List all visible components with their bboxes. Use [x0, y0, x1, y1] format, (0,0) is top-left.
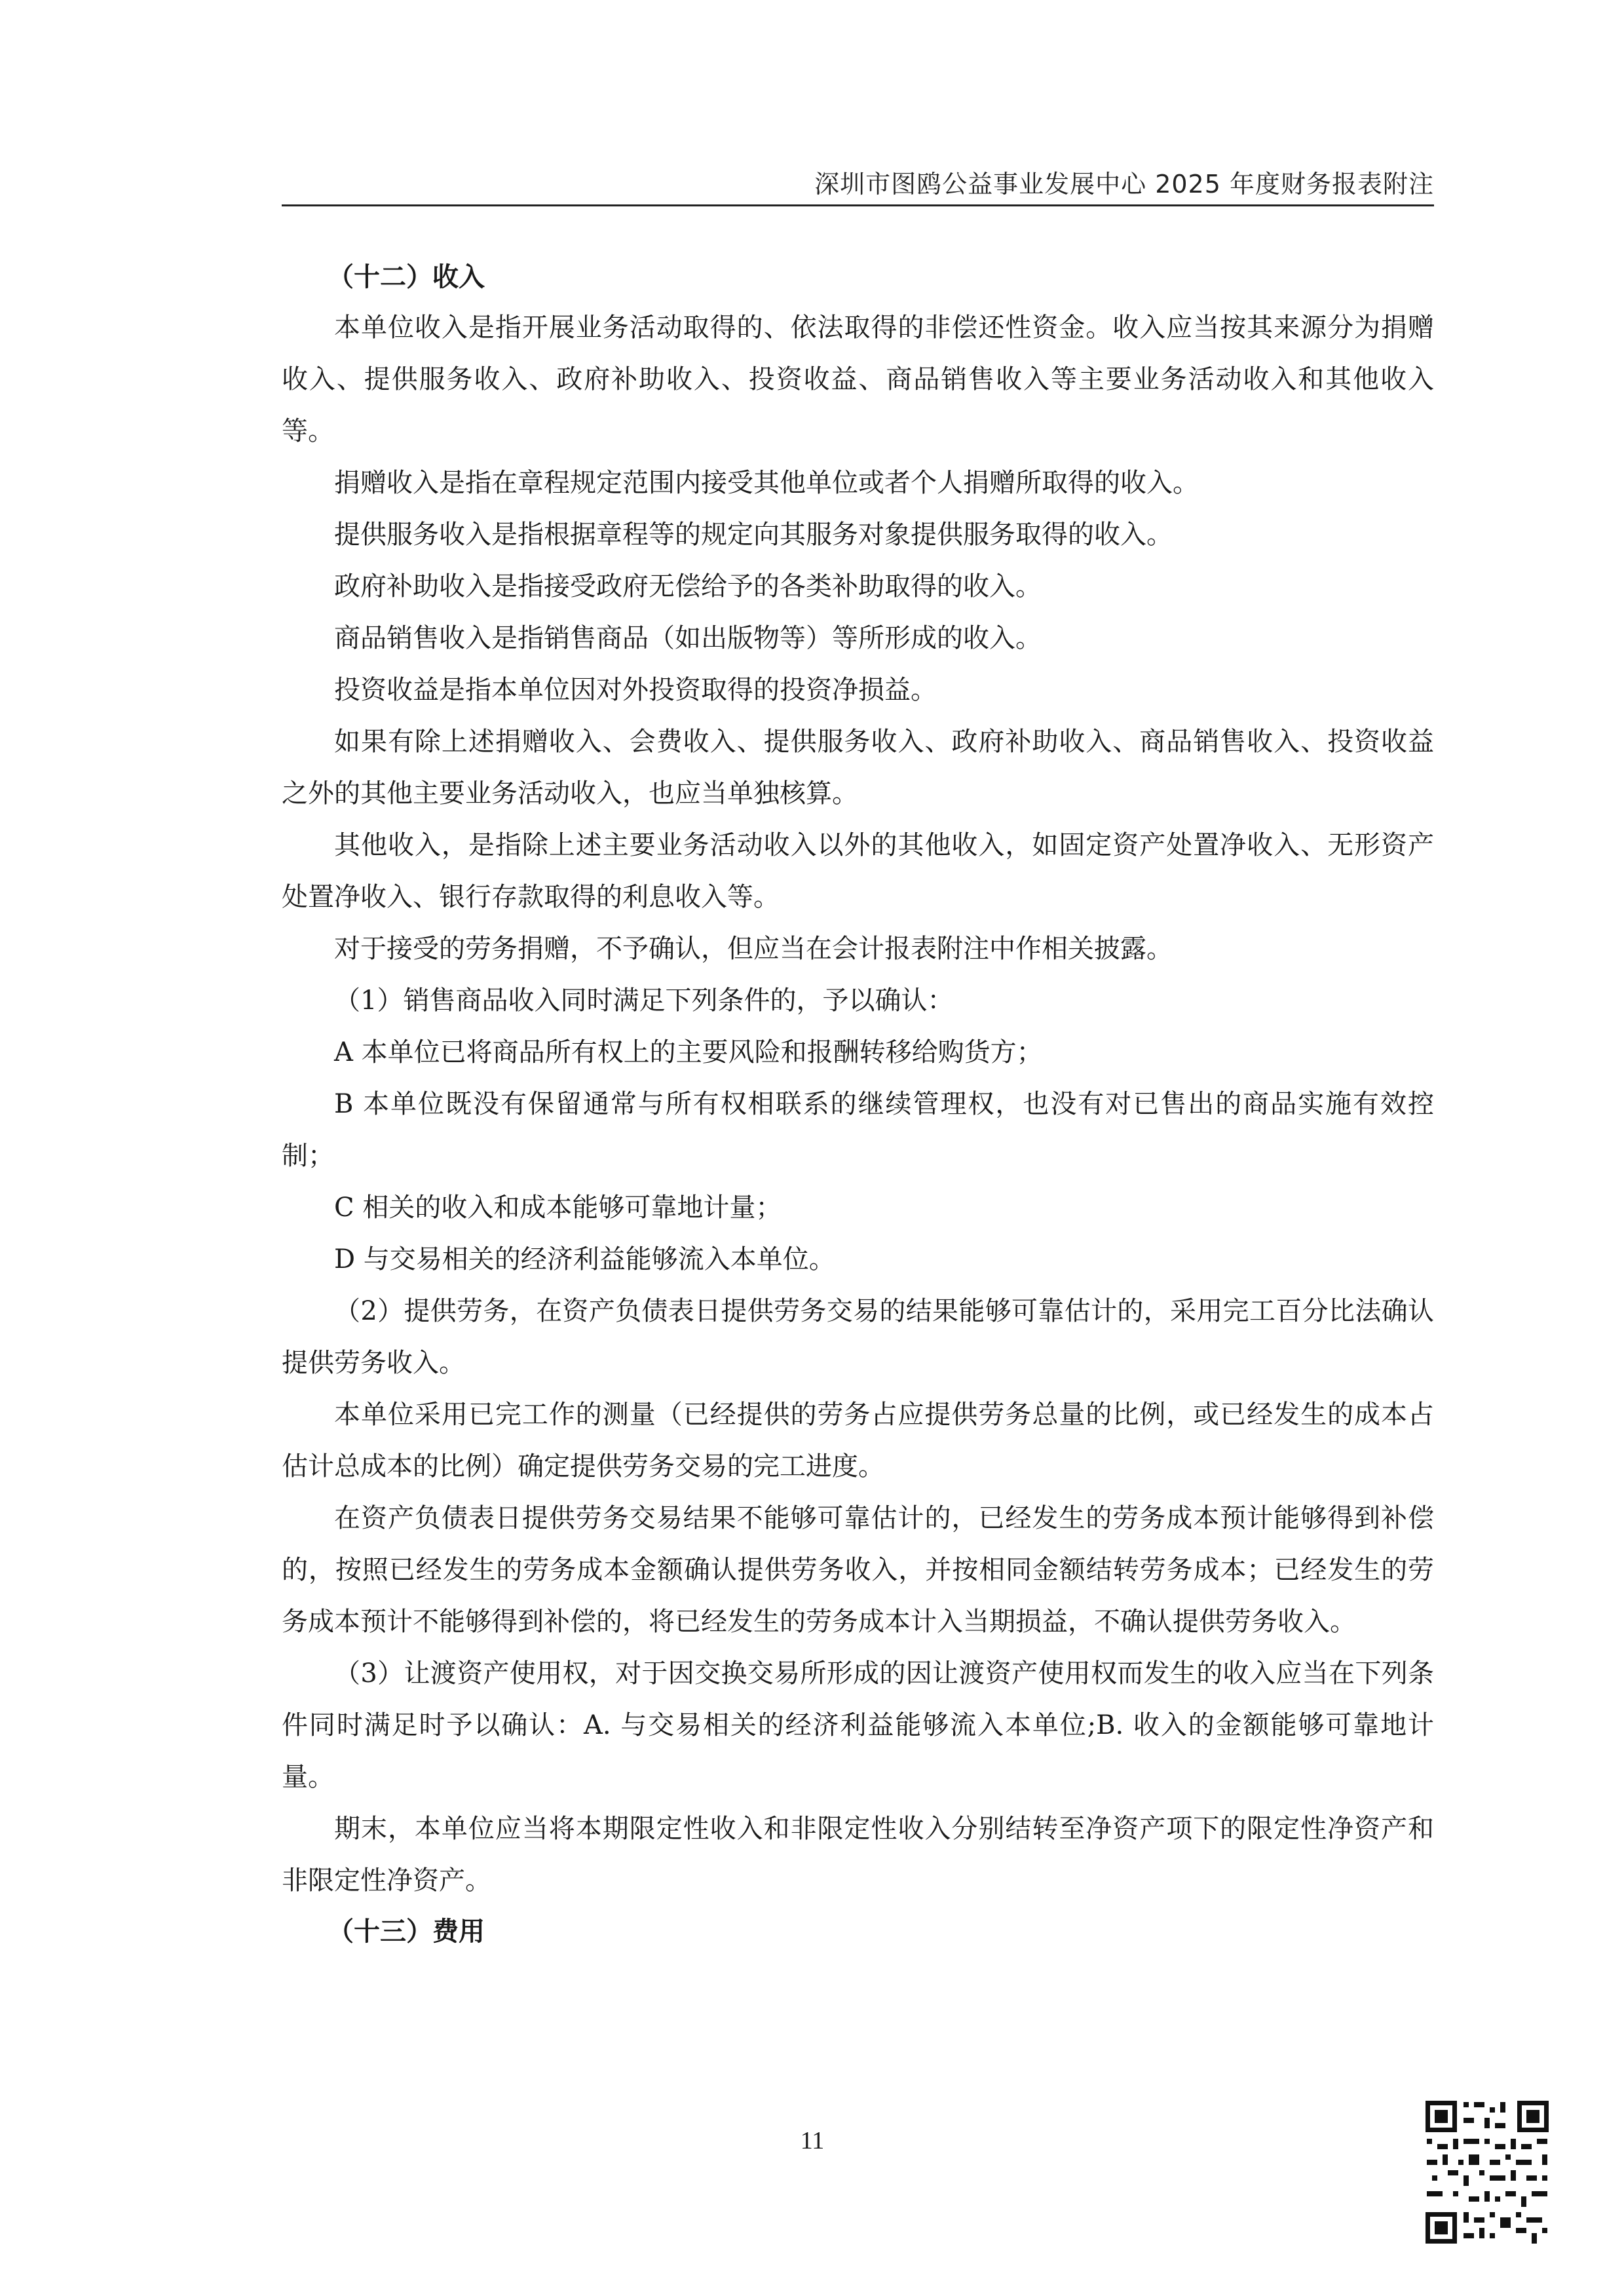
paragraph-period-end-transfer: 期末，本单位应当将本期限定性收入和非限定性收入分别结转至净资产项下的限定性净资产和非限定性净资产。 [282, 1814, 1434, 1896]
document-body [282, 252, 1434, 1957]
list-item-condition-a: A 本单位已将商品所有权上的主要风险和报酬转移给购货方； [334, 1037, 1043, 1067]
paragraph-investment-income: 投资收益是指本单位因对外投资取得的投资净损益。 [334, 675, 937, 705]
paragraph-income-definition: 本单位收入是指开展业务活动取得的、依法取得的非偿还性资金。收入应当按其来源分为捐赠收入、提供服务收入、政府补助收入、投资收益、商品销售收入等主要业务活动收入和其他收入等。 [282, 313, 1434, 446]
paragraph-other-main-income: 如果有除上述捐赠收入、会费收入、提供服务收入、政府补助收入、商品销售收入、投资收益之外的其他主要业务活动收入，也应当单独核算。 [282, 727, 1434, 809]
list-item-condition-c: C 相关的收入和成本能够可靠地计量； [334, 1193, 782, 1223]
list-item-condition-d: D 与交易相关的经济利益能够流入本单位。 [334, 1244, 835, 1274]
paragraph-service-provision: （2）提供劳务，在资产负债表日提供劳务交易的结果能够可靠估计的，采用完工百分比法确认提供劳务收入。 [282, 1296, 1434, 1378]
paragraph-labor-donation: 对于接受的劳务捐赠，不予确认，但应当在会计报表附注中作相关披露。 [334, 934, 1173, 964]
paragraph-government-subsidy: 政府补助收入是指接受政府无偿给予的各类补助取得的收入。 [334, 571, 1042, 602]
paragraph-unreliable-estimate: 在资产负债表日提供劳务交易结果不能够可靠估计的，已经发生的劳务成本预计能够得到补偿的，按照已经发生的劳务成本金额确认提供劳务收入，并按相同金额结转劳务成本；已经发生的劳务成本预计不能够得到补偿的，将已经发生的劳务成本计入当期损益，不确认提供劳务收入。 [282, 1503, 1434, 1637]
paragraph-other-income: 其他收入，是指除上述主要业务活动收入以外的其他收入，如固定资产处置净收入、无形资产处置净收入、银行存款取得的利息收入等。 [282, 830, 1434, 912]
list-item-condition-b: B 本单位既没有保留通常与所有权相联系的继续管理权，也没有对已售出的商品实施有效控制； [282, 1089, 1434, 1171]
paragraph-completion-measure: 本单位采用已完工作的测量（已经提供的劳务占应提供劳务总量的比例，或已经发生的成本占估计总成本的比例）确定提供劳务交易的完工进度。 [282, 1400, 1434, 1482]
paragraph-service-income: 提供服务收入是指根据章程等的规定向其服务对象提供服务取得的收入。 [334, 520, 1173, 550]
document-header-title: 深圳市图鸥公益事业发展中心 2025 年度财务报表附注 [814, 170, 1434, 199]
paragraph-sales-conditions: （1）销售商品收入同时满足下列条件的，予以确认： [334, 985, 954, 1016]
paragraph-asset-use-rights: （3）让渡资产使用权，对于因交换交易所形成的因让渡资产使用权而发生的收入应当在下列条件同时满足时予以确认：A. 与交易相关的经济利益能够流入本单位;B. 收入的金额能够可靠地计量。 [282, 1658, 1434, 1792]
paragraph-donation-income: 捐赠收入是指在章程规定范围内接受其他单位或者个人捐赠所取得的收入。 [334, 468, 1199, 498]
paragraph-sales-income: 商品销售收入是指销售商品（如出版物等）等所形成的收入。 [334, 623, 1042, 653]
section-heading-income: （十二）收入 [328, 262, 485, 292]
section-heading-expenses: （十三）费用 [328, 1917, 485, 1947]
qr-code-icon [1422, 2097, 1553, 2248]
page-number: 11 [800, 2127, 825, 2154]
header-divider [282, 204, 1434, 206]
